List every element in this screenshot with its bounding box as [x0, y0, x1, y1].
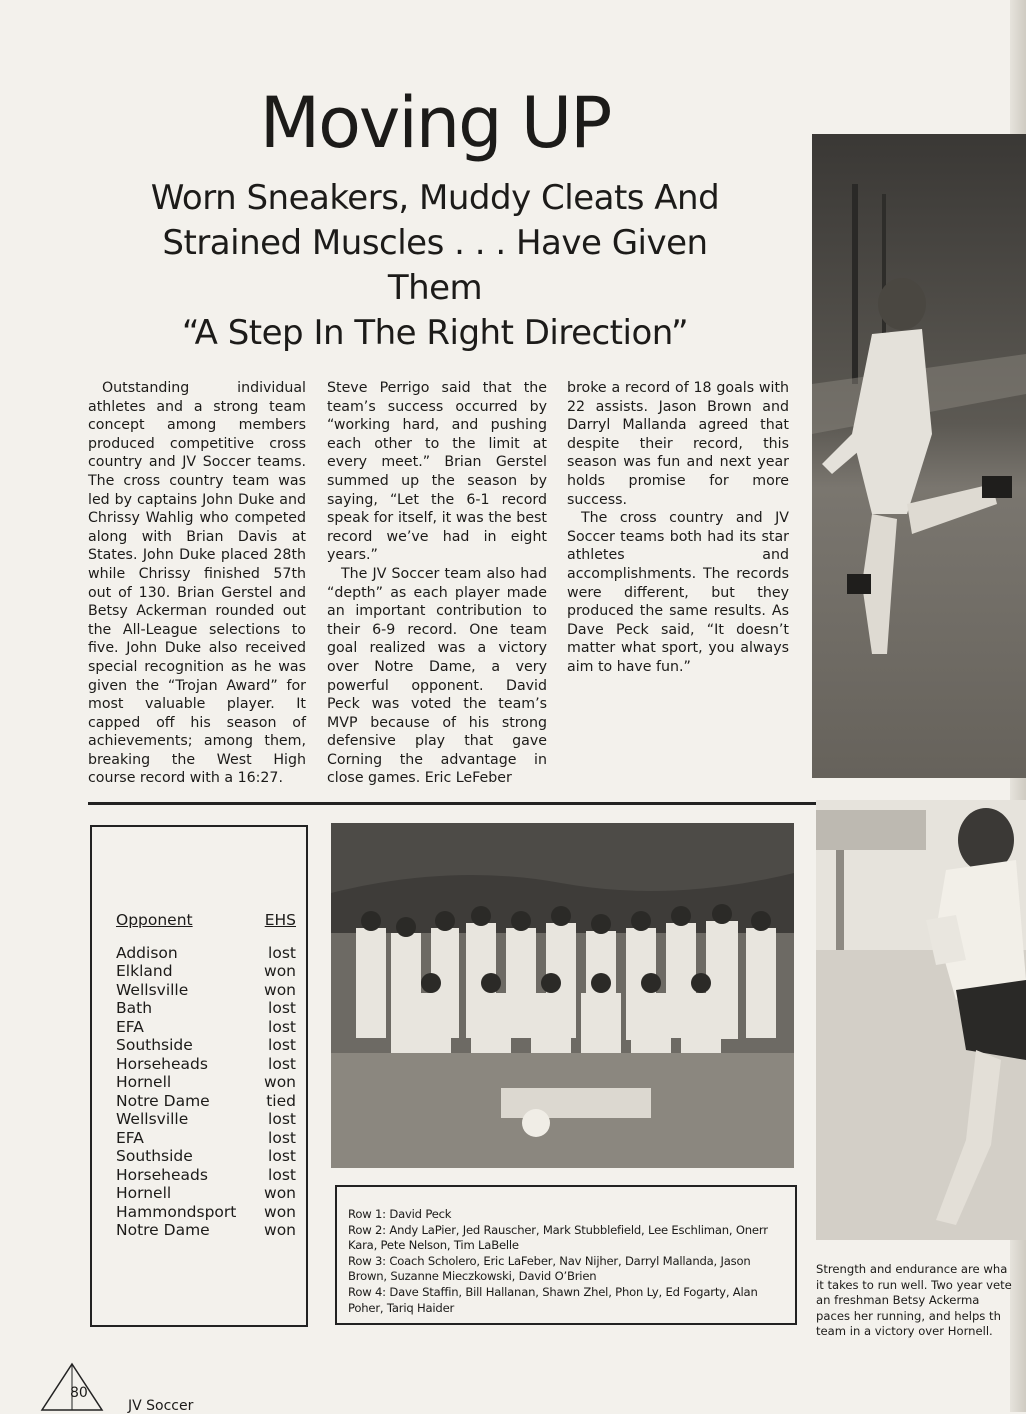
caption-row: Row 3: Coach Scholero, Eric LaFeber, Nav Nijher, Darryl Mallanda, Jason Brown, Suzanne Mieczkowski, David O’Brien: [348, 1253, 751, 1284]
scoreboard-table: [116, 911, 296, 1240]
article-column-2: [327, 379, 547, 788]
opponent-name: Horseheads: [116, 1054, 208, 1073]
opponent-name: Wellsville: [116, 1110, 189, 1128]
game-result: lost: [268, 1165, 296, 1184]
opponent-name: Wellsville: [116, 980, 189, 999]
article-paragraph: broke a record of 18 goals with 22 assists. Jason Brown and Darryl Mallanda agreed that despite their record, this season was fun and next year holds promise for more success.: [567, 380, 789, 508]
opponent-name: Elkland: [116, 962, 173, 980]
subtitle-line: Worn Sneakers, Muddy Cleats And: [150, 178, 720, 218]
game-result: lost: [268, 1147, 296, 1165]
scoreboard-row: [116, 1055, 296, 1074]
scoreboard-row: [116, 962, 296, 981]
opponent-name: Hornell: [116, 1184, 172, 1202]
runner-photo: [816, 800, 1026, 1240]
caption-row: Row 1: David Peck: [348, 1207, 452, 1221]
opponent-name: Notre Dame: [116, 1091, 210, 1110]
result-column-header: EHS: [264, 911, 296, 929]
opponent-name: Hammondsport: [116, 1202, 237, 1221]
scoreboard-row: [116, 1203, 296, 1222]
caption-line: Strength and endurance are wha: [816, 1262, 1008, 1276]
game-result: lost: [268, 1054, 296, 1073]
game-result: lost: [268, 1036, 296, 1054]
game-result: won: [264, 962, 296, 980]
article-paragraph: Outstanding individual athletes and a strong team concept among members produced competitive cross country and JV Soccer teams. The cross country team was led by captains John Duke and Chrissy Wahlig who competed along with Brian Davis at States. John Duke placed 28th while Chrissy finished 57th out of 130. Brian Gerstel and Betsy Ackerman rounded out the All-League selections to five. John Duke also received special recognition as he was given the “Trojan Award” for most valuable player. It capped off his season of achievements; among them, breaking the West High course record with a 16:27.: [88, 380, 306, 787]
page-number: 80: [70, 1385, 88, 1401]
game-result: lost: [268, 999, 296, 1017]
game-result: won: [264, 1221, 296, 1239]
game-result: won: [264, 1202, 296, 1221]
caption-line: it takes to run well. Two year vete: [816, 1277, 1012, 1292]
scoreboard-body: [116, 944, 296, 1240]
opponent-name: Horseheads: [116, 1165, 208, 1184]
opponent-name: Hornell: [116, 1073, 172, 1091]
article-column-3: [567, 379, 789, 677]
soccer-kick-photo: [812, 134, 1026, 778]
game-result: lost: [268, 1017, 296, 1036]
game-result: lost: [268, 943, 296, 962]
subtitle-line: “A Step In The Right Direction”: [181, 313, 689, 353]
subtitle-line: Them: [387, 268, 483, 308]
subtitle-line: Strained Muscles . . . Have Given: [162, 223, 708, 263]
caption-line: paces her running, and helps th: [816, 1308, 1001, 1323]
caption-line: an freshman Betsy Ackerma: [816, 1293, 980, 1308]
opponent-name: Addison: [116, 943, 178, 962]
caption-row: Row 2: Andy LaPier, Jed Rauscher, Mark Stubblefield, Lee Eschliman, Onerr Kara, Pete Nelson, Tim LaBelle: [348, 1222, 768, 1253]
scoreboard-row: [116, 999, 296, 1018]
article-column-1: [88, 379, 306, 788]
game-result: won: [264, 1073, 296, 1091]
opponent-name: EFA: [116, 1128, 144, 1147]
opponent-name: EFA: [116, 1017, 144, 1036]
opponent-column-header: Opponent: [116, 911, 193, 929]
team-photo-caption: [335, 1185, 797, 1325]
scoreboard-row: [116, 1166, 296, 1185]
scoreboard-row: [116, 1147, 296, 1166]
article-paragraph: The cross country and JV Soccer teams both had its star athletes and accomplishments. The records were different, but they produced the same results. As Dave Peck said, “It doesn’t matter what sport, you always aim to have fun.”: [567, 510, 789, 675]
article-paragraph: Steve Perrigo said that the team’s success occurred by “working hard, and pushing each other to the limit at every meet.” Brian Gerstel summed up the season by saying, “Let the 6-1 record speak for itself, it was the best record we’ve had in eight years.”: [327, 380, 547, 564]
opponent-name: Southside: [116, 1036, 193, 1054]
scoreboard-box: [90, 825, 308, 1327]
scoreboard-row: [116, 1018, 296, 1037]
game-result: lost: [268, 1128, 296, 1147]
article-paragraph: The JV Soccer team also had “depth” as each player made an important contribution to their 6-9 record. One team goal realized was a victory over Notre Dame, a very powerful opponent. David Peck was voted the team’s MVP because of his strong defensive play that gave Corning the advantage in close games. Eric LeFeber: [327, 565, 547, 787]
scoreboard-row: [116, 1073, 296, 1092]
game-result: tied: [266, 1091, 296, 1110]
game-result: lost: [268, 1110, 296, 1128]
caption-row: Row 4: Dave Staffin, Bill Hallanan, Shawn Zhel, Phon Ly, Ed Fogarty, Alan Poher, Tariq Haider: [348, 1284, 758, 1315]
game-result: won: [264, 980, 296, 999]
page-subtitle: [90, 176, 780, 356]
scoreboard-row: [116, 981, 296, 1000]
page-title: Moving UP: [259, 82, 611, 164]
runner-photo-caption: [816, 1262, 1026, 1340]
scoreboard-row: [116, 1110, 296, 1129]
section-name: JV Soccer: [128, 1398, 194, 1414]
scoreboard-row: [116, 944, 296, 963]
opponent-name: Notre Dame: [116, 1221, 210, 1239]
caption-line: team in a victory over Hornell.: [816, 1324, 993, 1339]
scoreboard-row: [116, 1036, 296, 1055]
opponent-name: Bath: [116, 999, 153, 1017]
team-photo: [331, 823, 794, 1168]
scoreboard-row: [116, 1221, 296, 1240]
scoreboard-row: [116, 1129, 296, 1148]
scoreboard-row: [116, 1092, 296, 1111]
opponent-name: Southside: [116, 1147, 193, 1165]
scoreboard-row: [116, 1184, 296, 1203]
scoreboard-header-row: [116, 911, 296, 944]
game-result: won: [264, 1184, 296, 1202]
